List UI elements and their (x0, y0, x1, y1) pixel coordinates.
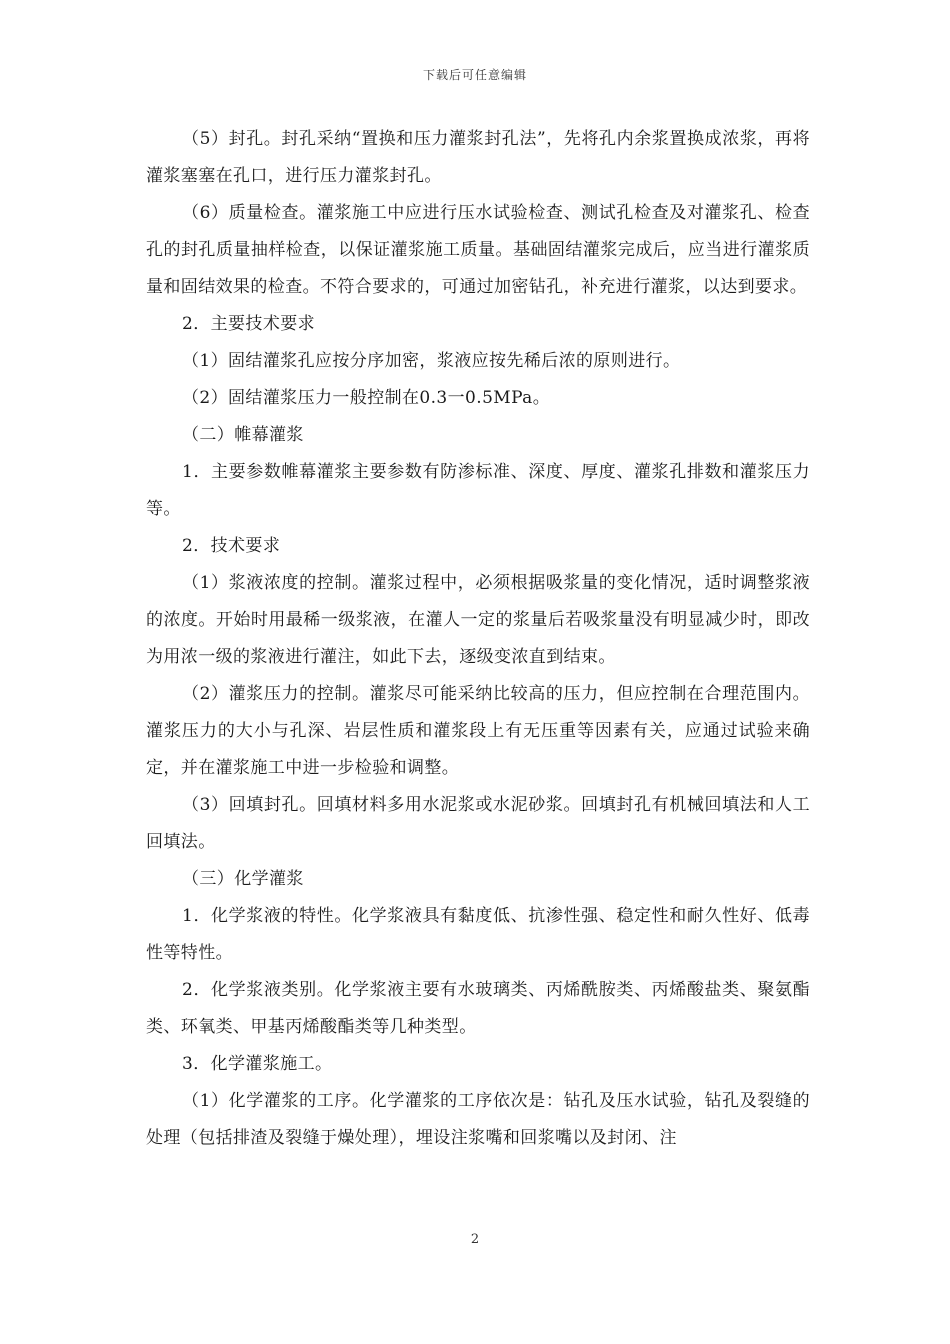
paragraph-backfill-sealing: （3）回填封孔。回填材料多用水泥浆或水泥砂浆。回填封孔有机械回填法和人工回填法。 (146, 795, 810, 852)
page-number: 2 (470, 1232, 480, 1247)
page-header: 下载后可任意编辑 (422, 68, 527, 82)
paragraph-slurry-concentration: （1）浆液浓度的控制。灌浆过程中，必须根据吸浆量的变化情况，适时调整浆液的浓度。开始时用最稀一级浆液，在灌人一定的浆量后若吸浆量没有明显减少时，即改为用浓一级的浆液进行灌注，如此下去，逐级变浓直到结束。 (146, 573, 810, 667)
paragraph-consolidation-pressure: （2）固结灌浆压力一般控制在0.3一0.5MPa。 (182, 388, 551, 408)
heading-chemical-grouting: （三）化学灌浆 (182, 869, 304, 889)
paragraph-consolidation-holes: （1）固结灌浆孔应按分序加密，浆液应按先稀后浓的原则进行。 (182, 351, 681, 371)
heading-main-tech-requirements: 2．主要技术要求 (182, 314, 316, 334)
paragraph-chemical-types: 2．化学浆液类别。化学浆液主要有水玻璃类、丙烯酰胺类、丙烯酸盐类、聚氨酯类、环氧类、甲基丙烯酸酯类等几种类型。 (146, 980, 810, 1037)
paragraph-grouting-pressure: （2）灌浆压力的控制。灌浆尽可能采纳比较高的压力，但应控制在合理范围内。灌浆压力的大小与孔深、岩层性质和灌浆段上有无压重等因素有关，应通过试验来确定，并在灌浆施工中进一步检验和调整。 (146, 684, 810, 778)
paragraph-sealing: （5）封孔。封孔采纳“置换和压力灌浆封孔法”，先将孔内余浆置换成浓浆，再将灌浆塞塞在孔口，进行压力灌浆封孔。 (146, 129, 810, 186)
heading-tech-requirements: 2．技术要求 (182, 536, 281, 556)
heading-curtain-grouting: （二）帷幕灌浆 (182, 425, 304, 445)
heading-chemical-construction: 3．化学灌浆施工。 (182, 1054, 333, 1074)
document-body (146, 121, 810, 1157)
paragraph-curtain-parameters: 1．主要参数帷幕灌浆主要参数有防渗标准、深度、厚度、灌浆孔排数和灌浆压力等。 (146, 462, 810, 519)
paragraph-quality-check: （6）质量检查。灌浆施工中应进行压水试验检查、测试孔检查及对灌浆孔、检查孔的封孔质量抽样检查，以保证灌浆施工质量。基础固结灌浆完成后，应当进行灌浆质量和固结效果的检查。不符合要求的，可通过加密钻孔，补充进行灌浆，以达到要求。 (146, 203, 810, 297)
paragraph-chemical-properties: 1．化学浆液的特性。化学浆液具有黏度低、抗渗性强、稳定性和耐久性好、低毒性等特性。 (146, 906, 810, 963)
paragraph-chemical-procedure: （1）化学灌浆的工序。化学灌浆的工序依次是：钻孔及压水试验，钻孔及裂缝的处理（包括排渣及裂缝于燥处理），埋设注浆嘴和回浆嘴以及封闭、注 (146, 1091, 810, 1148)
